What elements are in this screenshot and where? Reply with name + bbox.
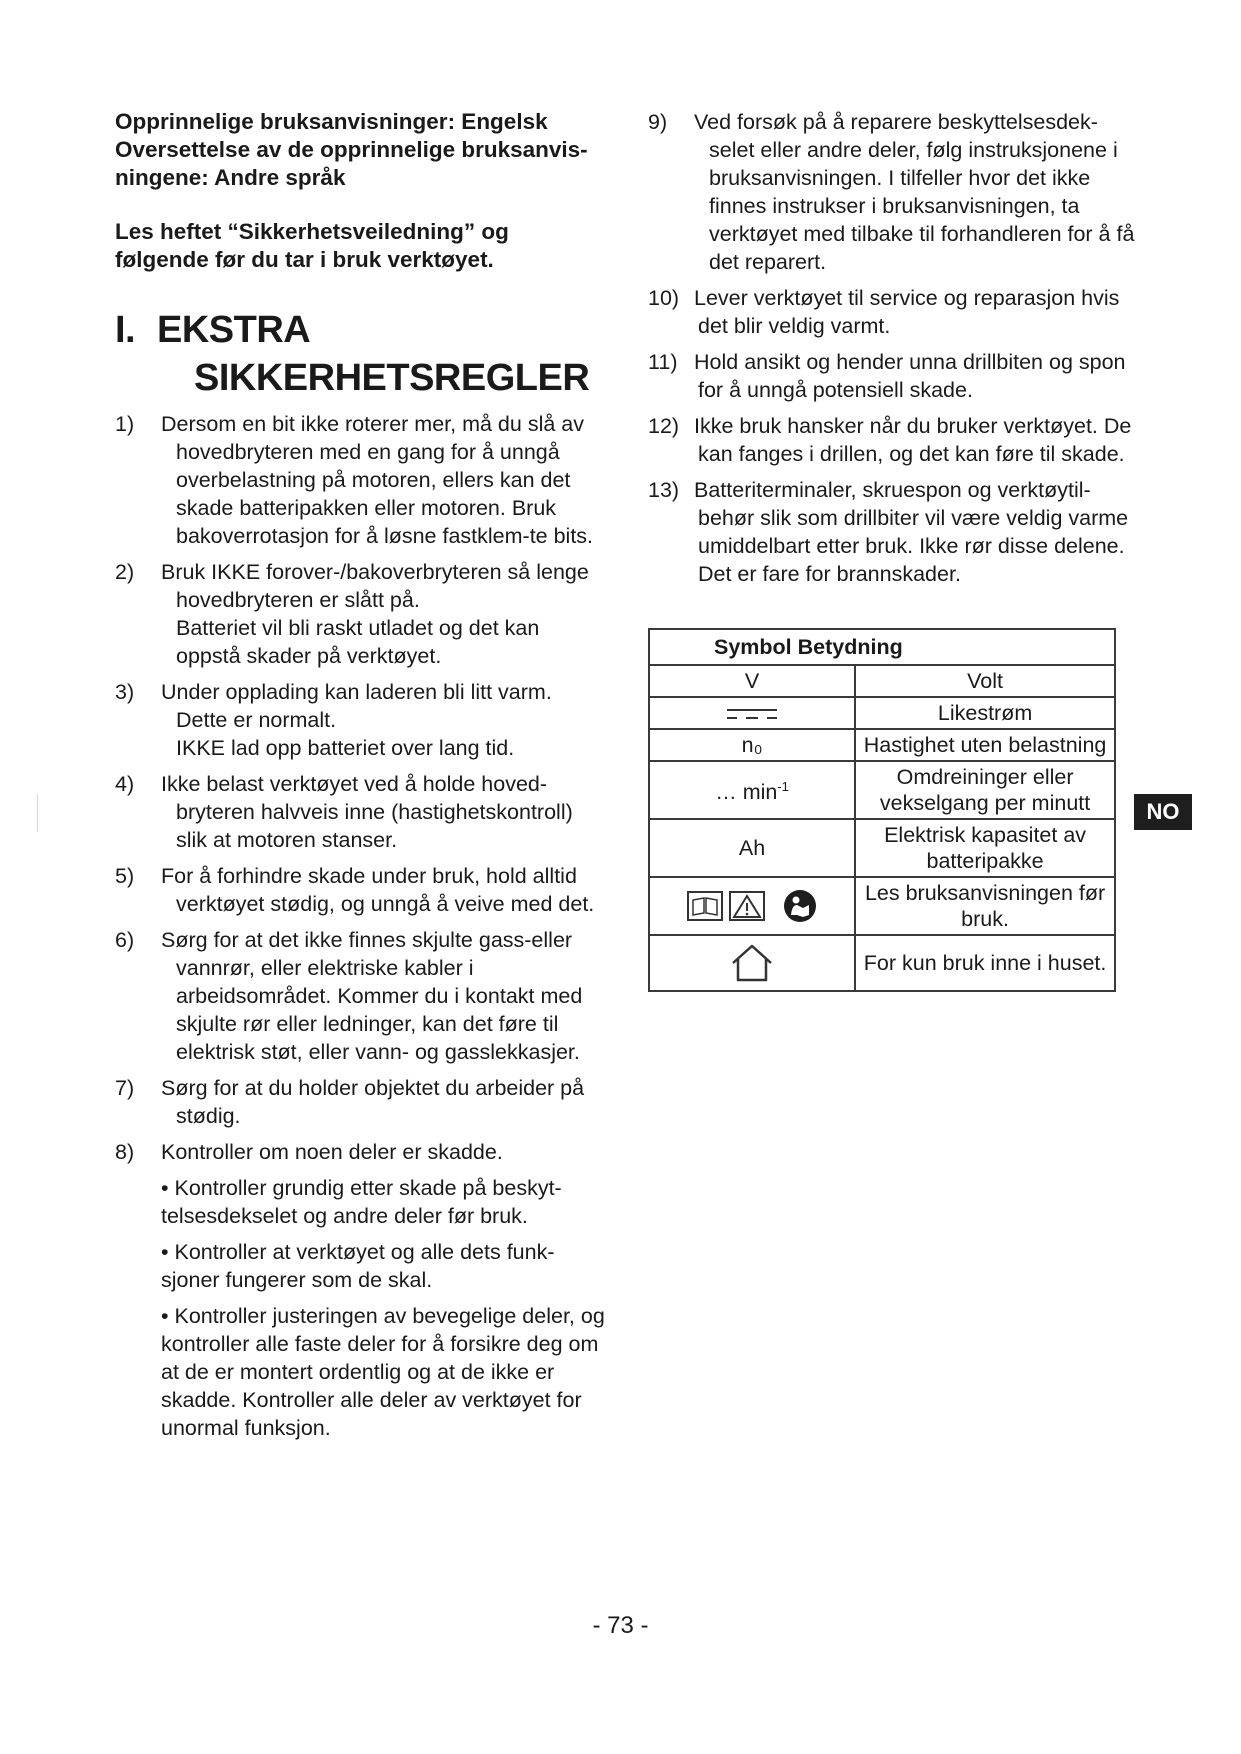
item-text: Batteriterminaler, skruespon og verktøytil-behør slik som drillbiter vil være veldig varme umiddelbart etter bruk. Ikke rør disse delene. Det er fare for brannskader. (694, 478, 1129, 586)
item-text: Hold ansikt og hender unna drillbiten og spon for å unngå potensiell skade. (694, 350, 1126, 402)
read-manual-icon (687, 891, 723, 921)
list-item (115, 770, 605, 854)
list-item (115, 862, 605, 918)
item-text: Sørg for at du holder objektet du arbeider på stødig. (161, 1076, 585, 1128)
intro-translation-line: ningene: Andre språk (115, 165, 346, 190)
item-number: 1) (115, 412, 135, 436)
indoor-use-house-icon (729, 943, 775, 983)
section-title-line1: EKSTRA (157, 309, 311, 351)
item-text: Dersom en bit ikke roterer mer, må du slå av hovedbryteren med en gang for å unngå overbelastning på motoren, ellers kan det skade batteripakken eller motoren. Bruk bakoverrotasjon for å løsne fastklem-te bits. (161, 412, 594, 548)
read-booklet-line: Les heftet “Sikkerhetsveiledning” og (115, 219, 509, 244)
language-tab: NO (1134, 794, 1192, 830)
item-number: 4) (115, 772, 135, 796)
item-number: 9) (648, 110, 668, 134)
symbol-table (648, 628, 1116, 992)
intro-original-language: Opprinnelige bruksanvisninger: Engelsk (115, 109, 548, 134)
read-booklet-line: følgende før du tar i bruk verktøyet. (115, 247, 494, 272)
item-number: 5) (115, 864, 135, 888)
item-number: 12) (648, 414, 680, 438)
meaning-cell: Volt (855, 665, 1115, 697)
list-item (648, 348, 1138, 404)
table-row (649, 697, 1115, 729)
list-item (115, 926, 605, 1066)
table-row (649, 729, 1115, 761)
safety-rules-list-continued (648, 108, 1138, 588)
symbol-cell (649, 761, 855, 819)
list-item (648, 108, 1138, 276)
item-number: 11) (648, 350, 678, 374)
bullet-item: • Kontroller justeringen av bevegelige deler, og kontroller alle faste deler for å forsikre deg om at de er montert ordentlig og at de ikke er skadde. Kontroller alle deler av verktøyet for unormal funksjon. (161, 1304, 605, 1440)
direct-current-icon (725, 706, 779, 722)
symbol-superscript: -1 (777, 779, 789, 795)
read-booklet-notice (115, 218, 605, 274)
warning-triangle-icon (729, 891, 765, 921)
table-row (649, 819, 1115, 877)
table-header-row (649, 629, 1115, 665)
symbol-cell: V (649, 665, 855, 697)
table-row (649, 761, 1115, 819)
item-number: 2) (115, 560, 135, 584)
meaning-cell: Les bruksanvisningen før bruk. (855, 877, 1115, 935)
page-number: - 73 - (592, 1612, 649, 1639)
item-text: Sørg for at det ikke finnes skjulte gass-eller vannrør, eller elektriske kabler i arbeidsområdet. Kommer du i kontakt med skjulte rør eller ledninger, kan det føre til elektrisk støt, eller vann- og gasslekkasjer. (161, 928, 583, 1064)
meaning-cell: Elektrisk kapasitet av batteripakke (855, 819, 1115, 877)
item-text: Lever verktøyet til service og reparasjon hvis det blir veldig varmt. (694, 286, 1120, 338)
meaning-cell: Omdreininger eller vekselgang per minutt (855, 761, 1115, 819)
intro-translation-line: Oversettelse av de opprinnelige bruksanvis- (115, 137, 588, 162)
symbol-text: … min (715, 780, 778, 805)
table-header: Symbol Betydning (649, 629, 1115, 665)
consult-manual-icon (783, 889, 817, 923)
table-row (649, 877, 1115, 935)
inspection-bullets (161, 1174, 605, 1442)
table-row (649, 665, 1115, 697)
right-column (648, 108, 1138, 596)
list-item (115, 410, 605, 550)
symbol-cell (649, 935, 855, 991)
table-row (649, 935, 1115, 991)
item-number: 7) (115, 1076, 135, 1100)
section-title-line2: SIKKERHETSREGLER (194, 357, 590, 399)
item-text: Under opplading kan laderen bli litt varm. Dette er normalt. (161, 680, 552, 732)
list-item (115, 1074, 605, 1130)
item-number: 10) (648, 286, 680, 310)
intro-block (115, 108, 605, 192)
section-number: I. (115, 309, 136, 351)
symbol-cell: n₀ (649, 729, 855, 761)
meaning-cell: Likestrøm (855, 697, 1115, 729)
bullet-item: • Kontroller at verktøyet og alle dets funk-sjoner fungerer som de skal. (161, 1240, 555, 1292)
item-text: IKKE lad opp batteriet over lang tid. (176, 736, 515, 760)
margin-mark (37, 794, 38, 832)
section-title (115, 306, 605, 402)
list-item (648, 284, 1138, 340)
meaning-cell: Hastighet uten belastning (855, 729, 1115, 761)
list-item (115, 678, 605, 762)
item-text: Ikke bruk hansker når du bruker verktøyet. De kan fanges i drillen, og det kan føre til skade. (694, 414, 1132, 466)
bullet-item: • Kontroller grundig etter skade på beskyt-telsesdekselet og andre deler før bruk. (161, 1176, 562, 1228)
symbol-cell (649, 697, 855, 729)
item-number: 8) (115, 1140, 135, 1164)
item-text: Batteriet vil bli raskt utladet og det kan oppstå skader på verktøyet. (176, 616, 540, 668)
list-item (648, 412, 1138, 468)
item-text: Bruk IKKE forover-/bakoverbryteren så lenge hovedbryteren er slått på. (161, 560, 589, 612)
item-text: For å forhindre skade under bruk, hold alltid verktøyet stødig, og unngå å veive med det. (161, 864, 595, 916)
meaning-cell: For kun bruk inne i huset. (855, 935, 1115, 991)
list-item (115, 1138, 605, 1166)
list-item (115, 558, 605, 670)
item-text: Ikke belast verktøyet ved å holde hoved-bryteren halvveis inne (hastighetskontroll) slik at motoren stanser. (161, 772, 573, 852)
item-number: 3) (115, 680, 135, 704)
item-text: Kontroller om noen deler er skadde. (161, 1140, 503, 1164)
left-column (115, 108, 605, 1450)
item-number: 13) (648, 478, 680, 502)
symbol-cell (649, 877, 855, 935)
list-item (648, 476, 1138, 588)
symbol-cell: Ah (649, 819, 855, 877)
safety-rules-list (115, 410, 605, 1166)
item-number: 6) (115, 928, 135, 952)
item-text: Ved forsøk på å reparere beskyttelsesdek-selet eller andre deler, følg instruksjonene i bruksanvisningen. I tilfeller hvor det ikke finnes instrukser i bruksanvisningen, ta verktøyet med tilbake til forhandleren for å få det reparert. (694, 110, 1135, 274)
